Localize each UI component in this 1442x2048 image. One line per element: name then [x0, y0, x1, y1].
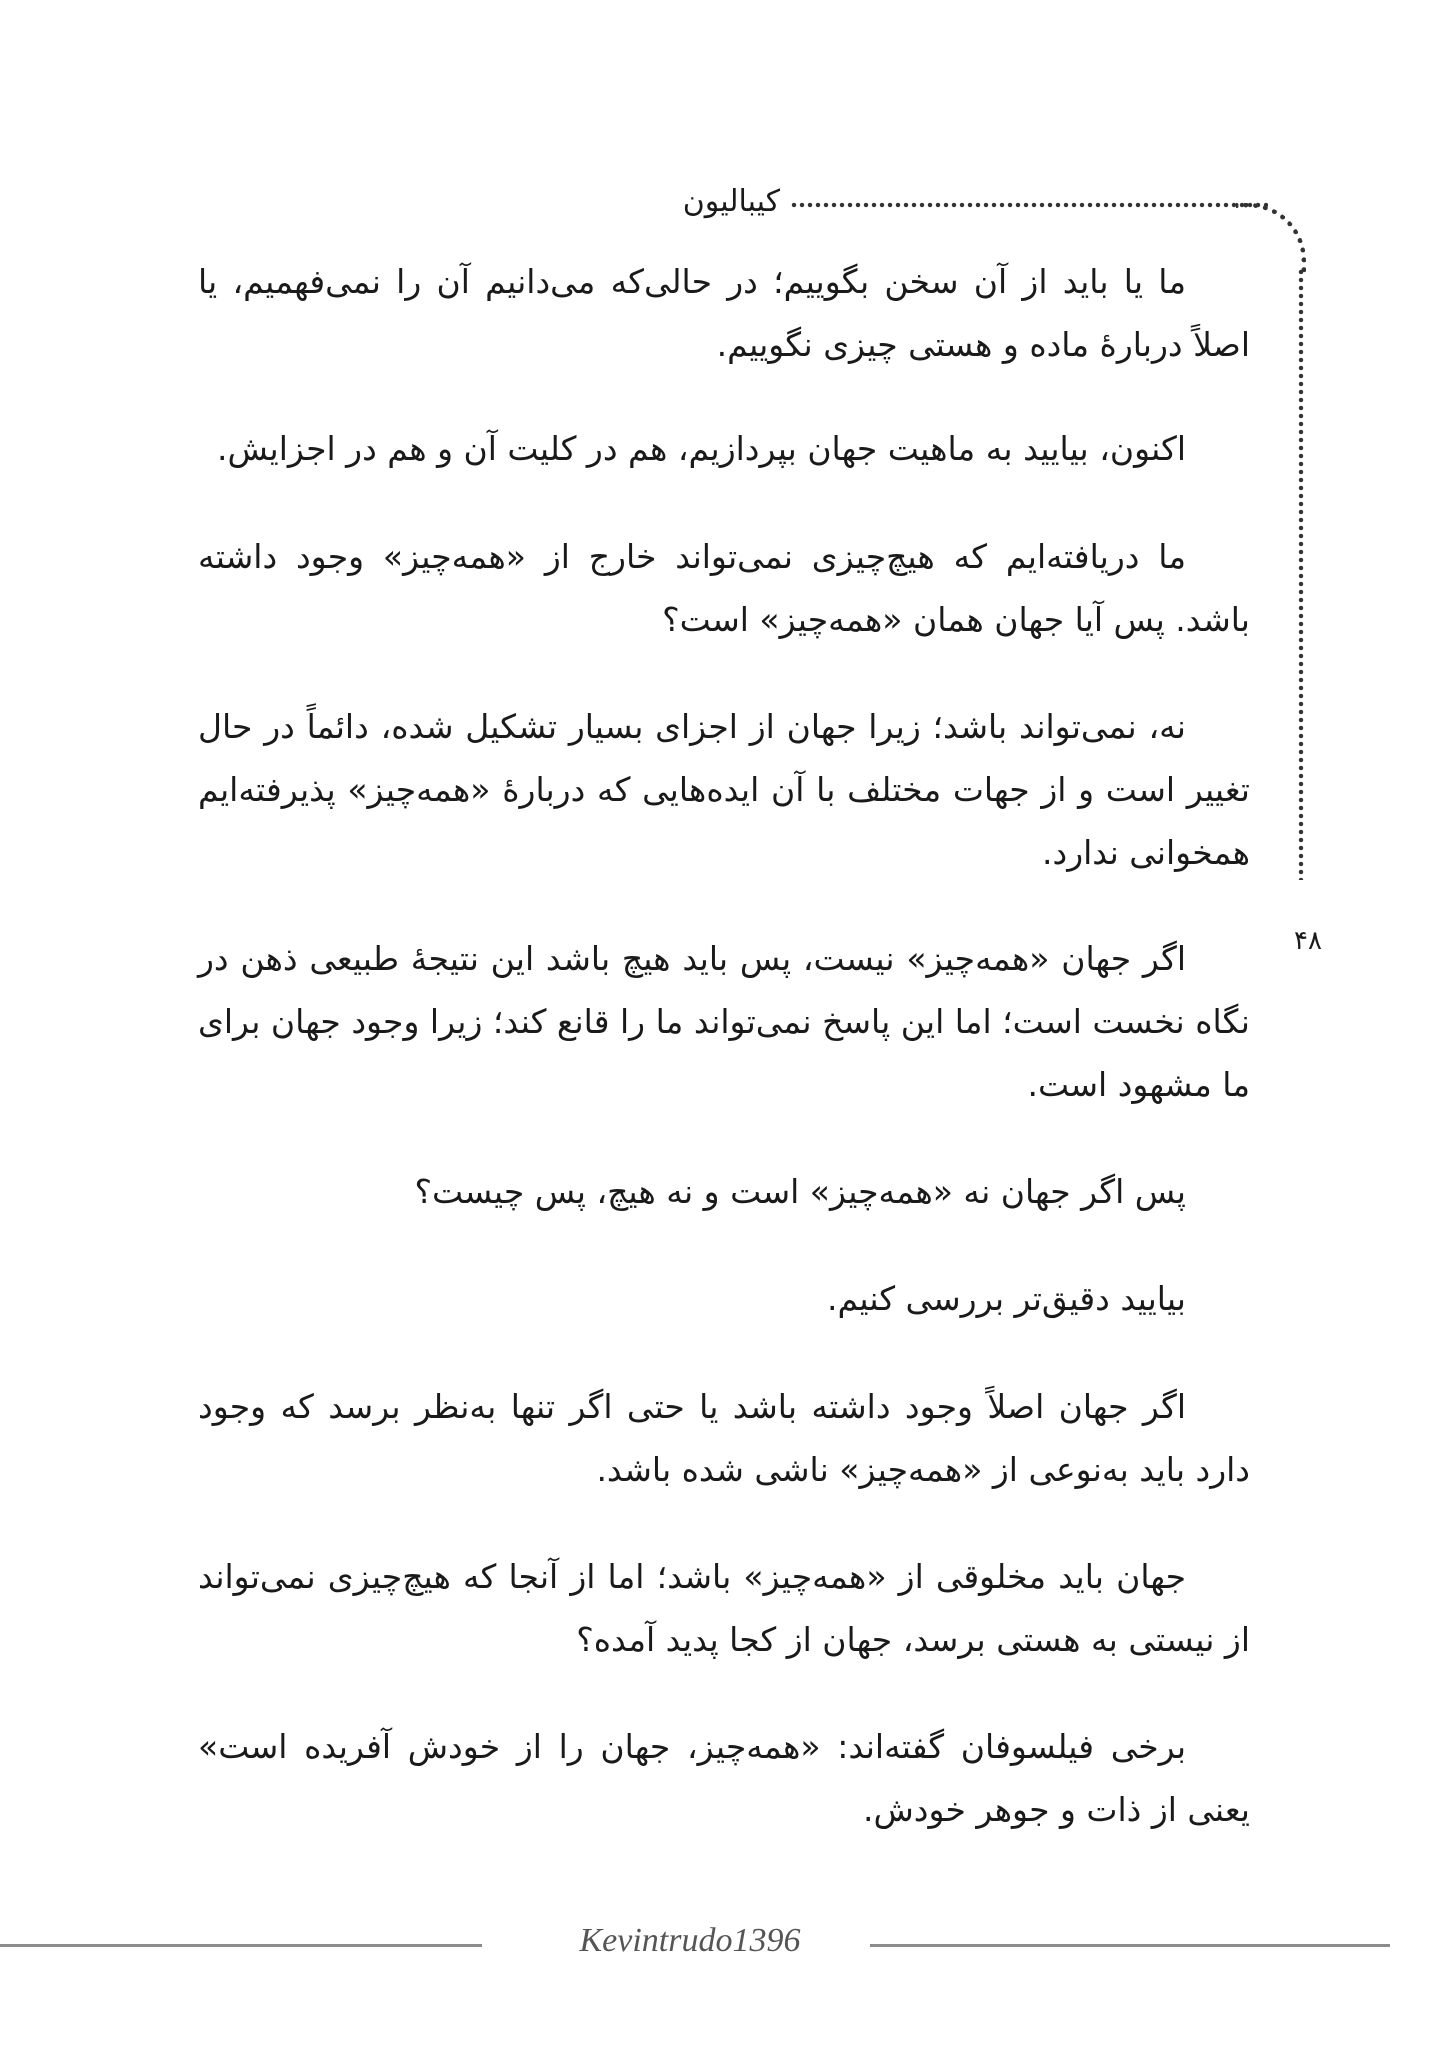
page-number: ۴۸: [1294, 926, 1322, 956]
footer-rule-right: [870, 1944, 1390, 1947]
paragraph: اگر جهان اصلاً وجود داشته باشد یا حتی اگر تنها به‌نظر برسد که وجود دارد باید به‌نوعی از «همه‌چیز» ناشی شده باشد.: [198, 1387, 1250, 1489]
paragraph: اگر جهان «همه‌چیز» نیست، پس باید هیچ باشد این نتیجهٔ طبیعی ذهن در نگاه نخست است؛ اما این پاسخ نمی‌تواند ما را قانع کند؛ زیرا وجود جهان برای ما مشهود است.: [198, 939, 1250, 1104]
paragraph: ما یا باید از آن سخن بگوییم؛ در حالی‌که می‌دانیم آن را نمی‌فهمیم، یا اصلاً دربارهٔ ماده و هستی چیزی نگوییم.: [198, 262, 1250, 364]
paragraph: اکنون، بیایید به ماهیت جهان بپردازیم، هم در کلیت آن و هم در اجزایش.: [216, 429, 1186, 468]
paragraph: برخی فیلسوفان گفته‌اند: «همه‌چیز، جهان را از خودش آفریده است» یعنی از ذات و جوهر خودش.: [198, 1727, 1250, 1829]
footer-rule-left: [0, 1944, 482, 1947]
side-dotted-rule: [1297, 268, 1305, 880]
paragraph: پس اگر جهان نه «همه‌چیز» است و نه هیچ، پس چیست؟: [414, 1172, 1186, 1211]
footer-watermark: Kevintrudo1396: [579, 1922, 801, 1959]
paragraph: نه، نمی‌تواند باشد؛ زیرا جهان از اجزای بسیار تشکیل شده، دائماً در حال تغییر است و از جهات مختلف با آن ایده‌هایی که دربارهٔ «همه‌چیز» پذیرفته‌ایم همخوانی ندارد.: [198, 707, 1250, 872]
header-dotted-rule: [790, 201, 1268, 209]
paragraph: جهان باید مخلوقی از «همه‌چیز» باشد؛ اما از آنجا که هیچ‌چیزی نمی‌تواند از نیستی به هستی برسد، جهان از کجا پدید آمده؟: [198, 1557, 1250, 1659]
paragraph: ما دریافته‌ایم که هیچ‌چیزی نمی‌تواند خارج از «همه‌چیز» وجود داشته باشد. پس آیا جهان همان «همه‌چیز» است؟: [198, 537, 1250, 639]
paragraph: بیایید دقیق‌تر بررسی کنیم.: [826, 1279, 1186, 1318]
running-header-title: کیبالیون: [682, 184, 780, 219]
